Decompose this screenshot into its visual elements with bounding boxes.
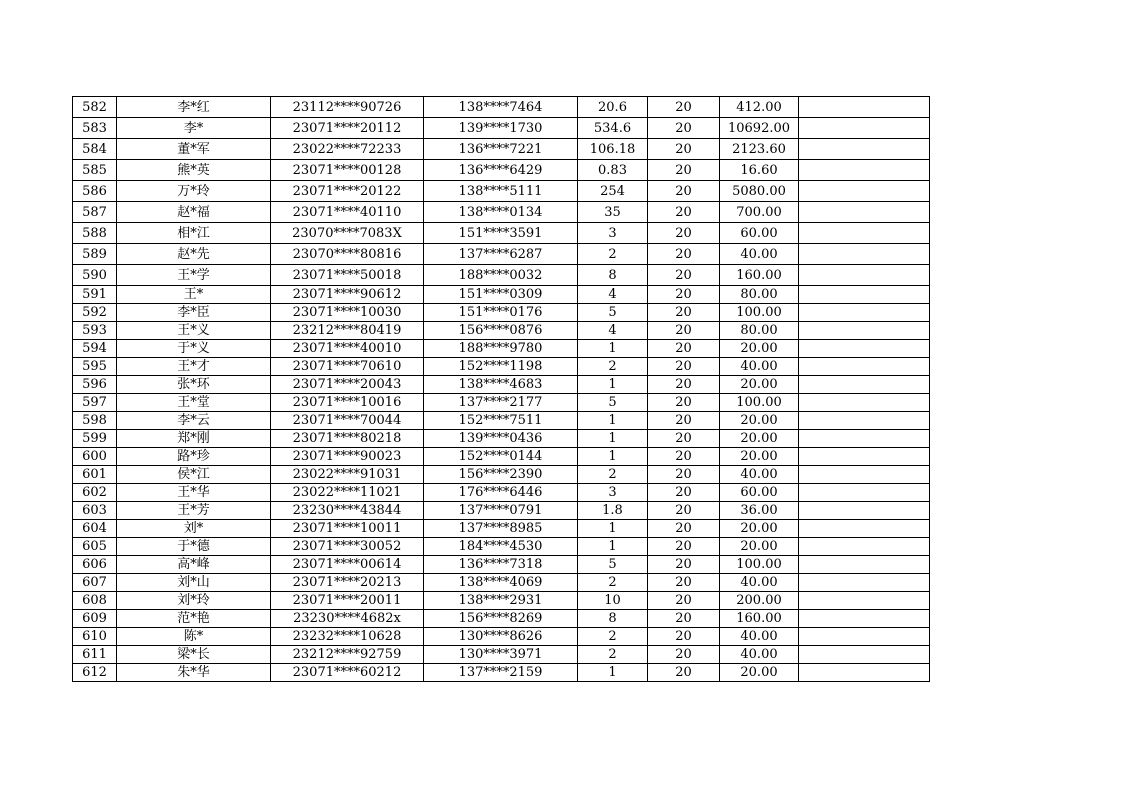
row-number-cell: 593 <box>73 322 117 340</box>
row-number-cell: 606 <box>73 556 117 574</box>
remark-cell <box>799 358 930 376</box>
table-row <box>73 610 930 628</box>
row-number-cell: 596 <box>73 376 117 394</box>
id-number-cell: 23022****11021 <box>271 484 424 502</box>
unit-price-cell: 20 <box>648 394 720 412</box>
quantity-cell: 35 <box>578 202 648 223</box>
id-number-cell: 23071****20043 <box>271 376 424 394</box>
row-number-cell: 597 <box>73 394 117 412</box>
id-number-cell: 23230****4682x <box>271 610 424 628</box>
phone-cell: 151****3591 <box>424 223 578 244</box>
phone-cell: 151****0176 <box>424 304 578 322</box>
id-number-cell: 23071****20122 <box>271 181 424 202</box>
amount-cell: 700.00 <box>720 202 799 223</box>
amount-cell: 40.00 <box>720 628 799 646</box>
id-number-cell: 23071****80218 <box>271 430 424 448</box>
id-number-cell: 23071****10016 <box>271 394 424 412</box>
remark-cell <box>799 118 930 139</box>
id-number-cell: 23232****10628 <box>271 628 424 646</box>
row-number-cell: 604 <box>73 520 117 538</box>
remark-cell <box>799 223 930 244</box>
phone-cell: 137****2177 <box>424 394 578 412</box>
name-cell: 侯*江 <box>117 466 271 484</box>
phone-cell: 137****8985 <box>424 520 578 538</box>
remark-cell <box>799 556 930 574</box>
amount-cell: 80.00 <box>720 286 799 304</box>
remark-cell <box>799 139 930 160</box>
phone-cell: 152****1198 <box>424 358 578 376</box>
unit-price-cell: 20 <box>648 520 720 538</box>
unit-price-cell: 20 <box>648 202 720 223</box>
phone-cell: 136****7221 <box>424 139 578 160</box>
id-number-cell: 23071****10030 <box>271 304 424 322</box>
row-number-cell: 599 <box>73 430 117 448</box>
remark-cell <box>799 628 930 646</box>
row-number-cell: 601 <box>73 466 117 484</box>
remark-cell <box>799 502 930 520</box>
name-cell: 王*芳 <box>117 502 271 520</box>
row-number-cell: 594 <box>73 340 117 358</box>
amount-cell: 20.00 <box>720 538 799 556</box>
row-number-cell: 610 <box>73 628 117 646</box>
row-number-cell: 587 <box>73 202 117 223</box>
phone-cell: 137****2159 <box>424 664 578 682</box>
table-row <box>73 118 930 139</box>
remark-cell <box>799 574 930 592</box>
unit-price-cell: 20 <box>648 97 720 118</box>
table-row <box>73 646 930 664</box>
remark-cell <box>799 97 930 118</box>
unit-price-cell: 20 <box>648 646 720 664</box>
table-row <box>73 322 930 340</box>
name-cell: 王*堂 <box>117 394 271 412</box>
id-number-cell: 23071****00614 <box>271 556 424 574</box>
quantity-cell: 1 <box>578 340 648 358</box>
phone-cell: 136****7318 <box>424 556 578 574</box>
id-number-cell: 23071****90612 <box>271 286 424 304</box>
name-cell: 李* <box>117 118 271 139</box>
row-number-cell: 592 <box>73 304 117 322</box>
table-row <box>73 97 930 118</box>
unit-price-cell: 20 <box>648 628 720 646</box>
quantity-cell: 1 <box>578 664 648 682</box>
amount-cell: 40.00 <box>720 574 799 592</box>
remark-cell <box>799 376 930 394</box>
unit-price-cell: 20 <box>648 304 720 322</box>
phone-cell: 136****6429 <box>424 160 578 181</box>
amount-cell: 2123.60 <box>720 139 799 160</box>
remark-cell <box>799 646 930 664</box>
table-row <box>73 340 930 358</box>
quantity-cell: 8 <box>578 610 648 628</box>
table-row <box>73 181 930 202</box>
quantity-cell: 1 <box>578 430 648 448</box>
unit-price-cell: 20 <box>648 448 720 466</box>
unit-price-cell: 20 <box>648 556 720 574</box>
row-number-cell: 582 <box>73 97 117 118</box>
name-cell: 相*江 <box>117 223 271 244</box>
quantity-cell: 0.83 <box>578 160 648 181</box>
amount-cell: 40.00 <box>720 466 799 484</box>
phone-cell: 188****0032 <box>424 265 578 286</box>
amount-cell: 20.00 <box>720 340 799 358</box>
phone-cell: 176****6446 <box>424 484 578 502</box>
quantity-cell: 3 <box>578 484 648 502</box>
unit-price-cell: 20 <box>648 484 720 502</box>
amount-cell: 10692.00 <box>720 118 799 139</box>
id-number-cell: 23071****60212 <box>271 664 424 682</box>
name-cell: 陈* <box>117 628 271 646</box>
id-number-cell: 23071****00128 <box>271 160 424 181</box>
remark-cell <box>799 202 930 223</box>
data-table <box>72 96 930 682</box>
phone-cell: 137****6287 <box>424 244 578 265</box>
amount-cell: 20.00 <box>720 448 799 466</box>
remark-cell <box>799 664 930 682</box>
phone-cell: 138****7464 <box>424 97 578 118</box>
amount-cell: 100.00 <box>720 394 799 412</box>
name-cell: 高*峰 <box>117 556 271 574</box>
quantity-cell: 3 <box>578 223 648 244</box>
id-number-cell: 23071****40110 <box>271 202 424 223</box>
unit-price-cell: 20 <box>648 358 720 376</box>
remark-cell <box>799 322 930 340</box>
name-cell: 范*艳 <box>117 610 271 628</box>
id-number-cell: 23022****91031 <box>271 466 424 484</box>
phone-cell: 138****4683 <box>424 376 578 394</box>
name-cell: 刘*山 <box>117 574 271 592</box>
id-number-cell: 23071****20112 <box>271 118 424 139</box>
amount-cell: 40.00 <box>720 646 799 664</box>
amount-cell: 160.00 <box>720 610 799 628</box>
amount-cell: 200.00 <box>720 592 799 610</box>
quantity-cell: 2 <box>578 466 648 484</box>
amount-cell: 60.00 <box>720 223 799 244</box>
table-row <box>73 244 930 265</box>
unit-price-cell: 20 <box>648 664 720 682</box>
quantity-cell: 4 <box>578 322 648 340</box>
phone-cell: 138****0134 <box>424 202 578 223</box>
amount-cell: 60.00 <box>720 484 799 502</box>
amount-cell: 16.60 <box>720 160 799 181</box>
row-number-cell: 589 <box>73 244 117 265</box>
id-number-cell: 23071****70610 <box>271 358 424 376</box>
remark-cell <box>799 340 930 358</box>
table-body <box>73 97 930 682</box>
phone-cell: 188****9780 <box>424 340 578 358</box>
row-number-cell: 607 <box>73 574 117 592</box>
name-cell: 路*珍 <box>117 448 271 466</box>
quantity-cell: 20.6 <box>578 97 648 118</box>
table-row <box>73 223 930 244</box>
amount-cell: 20.00 <box>720 430 799 448</box>
table-row <box>73 664 930 682</box>
row-number-cell: 605 <box>73 538 117 556</box>
quantity-cell: 2 <box>578 244 648 265</box>
table-row <box>73 502 930 520</box>
table-row <box>73 466 930 484</box>
remark-cell <box>799 448 930 466</box>
row-number-cell: 611 <box>73 646 117 664</box>
phone-cell: 138****2931 <box>424 592 578 610</box>
name-cell: 李*云 <box>117 412 271 430</box>
row-number-cell: 600 <box>73 448 117 466</box>
phone-cell: 156****0876 <box>424 322 578 340</box>
unit-price-cell: 20 <box>648 223 720 244</box>
quantity-cell: 2 <box>578 628 648 646</box>
unit-price-cell: 20 <box>648 592 720 610</box>
table-row <box>73 286 930 304</box>
name-cell: 赵*先 <box>117 244 271 265</box>
id-number-cell: 23112****90726 <box>271 97 424 118</box>
phone-cell: 156****8269 <box>424 610 578 628</box>
id-number-cell: 23212****80419 <box>271 322 424 340</box>
amount-cell: 20.00 <box>720 412 799 430</box>
unit-price-cell: 20 <box>648 160 720 181</box>
quantity-cell: 1 <box>578 448 648 466</box>
table-row <box>73 265 930 286</box>
table-row <box>73 412 930 430</box>
id-number-cell: 23071****20011 <box>271 592 424 610</box>
name-cell: 赵*福 <box>117 202 271 223</box>
name-cell: 于*义 <box>117 340 271 358</box>
quantity-cell: 1 <box>578 538 648 556</box>
amount-cell: 20.00 <box>720 520 799 538</box>
row-number-cell: 608 <box>73 592 117 610</box>
quantity-cell: 2 <box>578 646 648 664</box>
quantity-cell: 8 <box>578 265 648 286</box>
amount-cell: 5080.00 <box>720 181 799 202</box>
name-cell: 熊*英 <box>117 160 271 181</box>
table-row <box>73 376 930 394</box>
table-row <box>73 139 930 160</box>
id-number-cell: 23071****50018 <box>271 265 424 286</box>
name-cell: 李*红 <box>117 97 271 118</box>
remark-cell <box>799 412 930 430</box>
amount-cell: 100.00 <box>720 304 799 322</box>
amount-cell: 20.00 <box>720 664 799 682</box>
table-row <box>73 592 930 610</box>
unit-price-cell: 20 <box>648 118 720 139</box>
name-cell: 王*才 <box>117 358 271 376</box>
unit-price-cell: 20 <box>648 265 720 286</box>
name-cell: 王*义 <box>117 322 271 340</box>
row-number-cell: 583 <box>73 118 117 139</box>
amount-cell: 100.00 <box>720 556 799 574</box>
amount-cell: 36.00 <box>720 502 799 520</box>
phone-cell: 139****1730 <box>424 118 578 139</box>
name-cell: 李*臣 <box>117 304 271 322</box>
phone-cell: 184****4530 <box>424 538 578 556</box>
id-number-cell: 23022****72233 <box>271 139 424 160</box>
id-number-cell: 23071****40010 <box>271 340 424 358</box>
phone-cell: 156****2390 <box>424 466 578 484</box>
id-number-cell: 23070****7083X <box>271 223 424 244</box>
name-cell: 王* <box>117 286 271 304</box>
row-number-cell: 595 <box>73 358 117 376</box>
phone-cell: 137****0791 <box>424 502 578 520</box>
remark-cell <box>799 466 930 484</box>
unit-price-cell: 20 <box>648 340 720 358</box>
remark-cell <box>799 265 930 286</box>
quantity-cell: 1.8 <box>578 502 648 520</box>
quantity-cell: 1 <box>578 376 648 394</box>
unit-price-cell: 20 <box>648 244 720 265</box>
id-number-cell: 23212****92759 <box>271 646 424 664</box>
table-row <box>73 538 930 556</box>
unit-price-cell: 20 <box>648 181 720 202</box>
row-number-cell: 602 <box>73 484 117 502</box>
amount-cell: 40.00 <box>720 244 799 265</box>
remark-cell <box>799 430 930 448</box>
row-number-cell: 598 <box>73 412 117 430</box>
table-row <box>73 628 930 646</box>
name-cell: 刘*玲 <box>117 592 271 610</box>
table-row <box>73 394 930 412</box>
name-cell: 朱*华 <box>117 664 271 682</box>
phone-cell: 151****0309 <box>424 286 578 304</box>
remark-cell <box>799 160 930 181</box>
phone-cell: 152****0144 <box>424 448 578 466</box>
quantity-cell: 1 <box>578 412 648 430</box>
id-number-cell: 23071****70044 <box>271 412 424 430</box>
id-number-cell: 23230****43844 <box>271 502 424 520</box>
quantity-cell: 5 <box>578 394 648 412</box>
name-cell: 刘* <box>117 520 271 538</box>
name-cell: 王*华 <box>117 484 271 502</box>
table-row <box>73 448 930 466</box>
unit-price-cell: 20 <box>648 412 720 430</box>
amount-cell: 80.00 <box>720 322 799 340</box>
unit-price-cell: 20 <box>648 322 720 340</box>
remark-cell <box>799 286 930 304</box>
remark-cell <box>799 538 930 556</box>
table-row <box>73 202 930 223</box>
unit-price-cell: 20 <box>648 139 720 160</box>
unit-price-cell: 20 <box>648 286 720 304</box>
quantity-cell: 1 <box>578 520 648 538</box>
unit-price-cell: 20 <box>648 466 720 484</box>
table-row <box>73 304 930 322</box>
row-number-cell: 584 <box>73 139 117 160</box>
table-row <box>73 574 930 592</box>
remark-cell <box>799 181 930 202</box>
quantity-cell: 2 <box>578 358 648 376</box>
name-cell: 万*玲 <box>117 181 271 202</box>
table-row <box>73 484 930 502</box>
id-number-cell: 23071****20213 <box>271 574 424 592</box>
amount-cell: 20.00 <box>720 376 799 394</box>
quantity-cell: 254 <box>578 181 648 202</box>
table-row <box>73 556 930 574</box>
amount-cell: 160.00 <box>720 265 799 286</box>
name-cell: 郑*刚 <box>117 430 271 448</box>
quantity-cell: 4 <box>578 286 648 304</box>
unit-price-cell: 20 <box>648 574 720 592</box>
remark-cell <box>799 610 930 628</box>
unit-price-cell: 20 <box>648 610 720 628</box>
name-cell: 王*学 <box>117 265 271 286</box>
id-number-cell: 23071****90023 <box>271 448 424 466</box>
table-row <box>73 358 930 376</box>
amount-cell: 412.00 <box>720 97 799 118</box>
quantity-cell: 106.18 <box>578 139 648 160</box>
remark-cell <box>799 394 930 412</box>
quantity-cell: 5 <box>578 304 648 322</box>
id-number-cell: 23071****10011 <box>271 520 424 538</box>
phone-cell: 138****5111 <box>424 181 578 202</box>
remark-cell <box>799 244 930 265</box>
row-number-cell: 612 <box>73 664 117 682</box>
remark-cell <box>799 520 930 538</box>
unit-price-cell: 20 <box>648 502 720 520</box>
row-number-cell: 588 <box>73 223 117 244</box>
phone-cell: 152****7511 <box>424 412 578 430</box>
phone-cell: 130****3971 <box>424 646 578 664</box>
name-cell: 张*环 <box>117 376 271 394</box>
quantity-cell: 5 <box>578 556 648 574</box>
id-number-cell: 23071****30052 <box>271 538 424 556</box>
name-cell: 梁*长 <box>117 646 271 664</box>
row-number-cell: 609 <box>73 610 117 628</box>
table-row <box>73 160 930 181</box>
remark-cell <box>799 592 930 610</box>
unit-price-cell: 20 <box>648 538 720 556</box>
name-cell: 于*德 <box>117 538 271 556</box>
unit-price-cell: 20 <box>648 430 720 448</box>
unit-price-cell: 20 <box>648 376 720 394</box>
phone-cell: 138****4069 <box>424 574 578 592</box>
phone-cell: 139****0436 <box>424 430 578 448</box>
name-cell: 董*军 <box>117 139 271 160</box>
remark-cell <box>799 484 930 502</box>
row-number-cell: 603 <box>73 502 117 520</box>
table-row <box>73 520 930 538</box>
amount-cell: 40.00 <box>720 358 799 376</box>
row-number-cell: 585 <box>73 160 117 181</box>
remark-cell <box>799 304 930 322</box>
row-number-cell: 591 <box>73 286 117 304</box>
row-number-cell: 586 <box>73 181 117 202</box>
quantity-cell: 10 <box>578 592 648 610</box>
id-number-cell: 23070****80816 <box>271 244 424 265</box>
row-number-cell: 590 <box>73 265 117 286</box>
quantity-cell: 534.6 <box>578 118 648 139</box>
phone-cell: 130****8626 <box>424 628 578 646</box>
quantity-cell: 2 <box>578 574 648 592</box>
table-row <box>73 430 930 448</box>
